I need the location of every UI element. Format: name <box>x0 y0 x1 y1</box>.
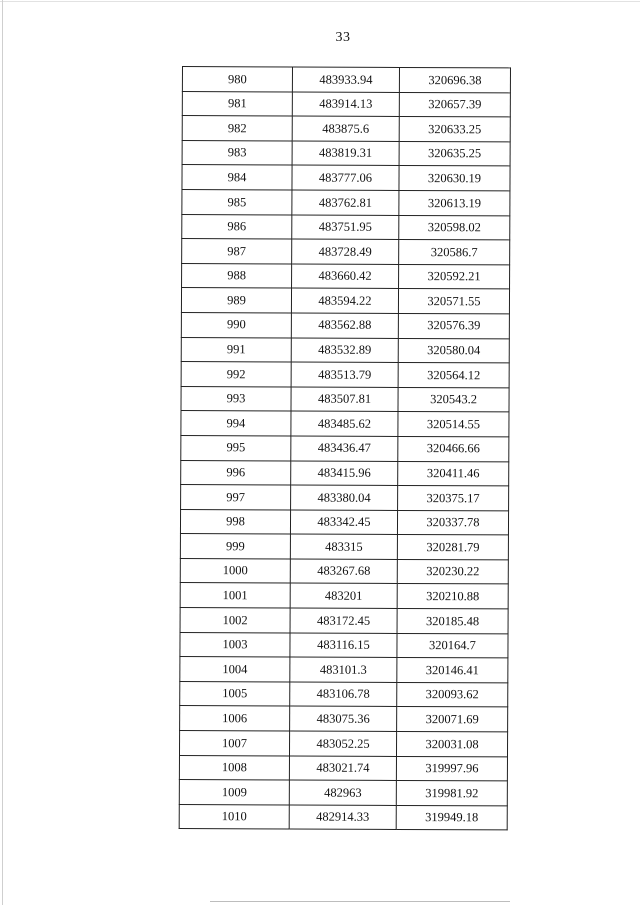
x-coordinate-cell: 483594.22 <box>291 288 398 313</box>
point-number-cell: 982 <box>182 116 292 141</box>
page-number: 33 <box>335 30 351 45</box>
table-row <box>182 91 510 117</box>
x-coordinate-cell: 483485.62 <box>291 411 398 436</box>
y-coordinate-cell: 320598.02 <box>399 215 510 240</box>
table-row <box>181 411 509 437</box>
point-number-cell: 1007 <box>179 731 289 756</box>
x-coordinate-cell: 483342.45 <box>290 510 397 535</box>
table-row <box>182 189 510 215</box>
point-number-cell: 996 <box>181 460 291 485</box>
coordinates-table <box>179 66 511 831</box>
point-number-cell: 988 <box>182 263 292 288</box>
point-number-cell: 986 <box>182 214 292 239</box>
table-row <box>180 534 508 560</box>
y-coordinate-cell: 320543.2 <box>398 387 509 412</box>
table-row <box>182 214 510 240</box>
table-row <box>181 288 509 314</box>
point-number-cell: 989 <box>181 288 291 313</box>
table-row <box>182 116 510 142</box>
x-coordinate-cell: 483819.31 <box>292 141 399 166</box>
y-coordinate-cell: 320657.39 <box>399 92 510 117</box>
point-number-cell: 1000 <box>180 558 290 583</box>
point-number-cell: 994 <box>181 411 291 436</box>
x-coordinate-cell: 483562.88 <box>291 313 398 338</box>
x-coordinate-cell: 483777.06 <box>292 165 399 190</box>
y-coordinate-cell: 320514.55 <box>398 412 509 437</box>
y-coordinate-cell: 320071.69 <box>397 707 508 732</box>
point-number-cell: 981 <box>182 91 292 116</box>
point-number-cell: 985 <box>182 189 292 214</box>
y-coordinate-cell: 320580.04 <box>398 338 509 363</box>
y-coordinate-cell: 320210.88 <box>397 584 508 609</box>
x-coordinate-cell: 483415.96 <box>291 460 398 485</box>
table-row <box>181 386 509 412</box>
table-row <box>181 485 509 511</box>
scan-edge-top <box>0 1 640 2</box>
y-coordinate-cell: 320146.41 <box>397 658 508 683</box>
x-coordinate-cell: 483172.45 <box>290 608 397 633</box>
x-coordinate-cell: 483116.15 <box>290 633 397 658</box>
y-coordinate-cell: 319949.18 <box>396 805 507 830</box>
y-coordinate-cell: 320613.19 <box>399 190 510 215</box>
x-coordinate-cell: 482914.33 <box>289 805 396 830</box>
point-number-cell: 998 <box>180 509 290 534</box>
table-row <box>182 67 510 93</box>
y-coordinate-cell: 319997.96 <box>396 756 507 781</box>
x-coordinate-cell: 483267.68 <box>290 559 397 584</box>
point-number-cell: 1004 <box>180 657 290 682</box>
coordinates-table-body <box>179 67 510 831</box>
table-row <box>182 263 510 289</box>
x-coordinate-cell: 483751.95 <box>292 215 399 240</box>
table-row <box>180 558 508 584</box>
point-number-cell: 999 <box>180 534 290 559</box>
table-row <box>180 706 508 732</box>
y-coordinate-cell: 320411.46 <box>398 461 509 486</box>
table-row <box>179 731 507 757</box>
table-row <box>180 509 508 535</box>
scan-edge-left <box>2 0 3 905</box>
scan-edge-bottom <box>210 901 510 902</box>
table-row <box>181 435 509 461</box>
x-coordinate-cell: 483021.74 <box>289 756 396 781</box>
y-coordinate-cell: 320571.55 <box>398 289 509 314</box>
point-number-cell: 980 <box>182 67 292 92</box>
point-number-cell: 991 <box>181 337 291 362</box>
table-row <box>182 140 510 166</box>
x-coordinate-cell: 483075.36 <box>290 706 397 731</box>
point-number-cell: 1009 <box>179 780 289 805</box>
y-coordinate-cell: 320093.62 <box>397 682 508 707</box>
point-number-cell: 990 <box>181 312 291 337</box>
table-row <box>181 460 509 486</box>
table-row <box>182 165 510 191</box>
table-row <box>180 657 508 683</box>
y-coordinate-cell: 320586.7 <box>399 240 510 265</box>
point-number-cell: 1002 <box>180 608 290 633</box>
table-row <box>179 780 507 806</box>
table-row <box>181 362 509 388</box>
y-coordinate-cell: 320375.17 <box>398 486 509 511</box>
y-coordinate-cell: 320576.39 <box>398 313 509 338</box>
y-coordinate-cell: 320031.08 <box>396 731 507 756</box>
point-number-cell: 984 <box>182 165 292 190</box>
table-row <box>180 681 508 707</box>
table-row <box>180 583 508 609</box>
x-coordinate-cell: 483315 <box>290 534 397 559</box>
table-row <box>180 608 508 634</box>
x-coordinate-cell: 483513.79 <box>291 362 398 387</box>
table-row <box>181 312 509 338</box>
x-coordinate-cell: 483933.94 <box>292 67 399 92</box>
x-coordinate-cell: 483660.42 <box>292 264 399 289</box>
y-coordinate-cell: 320696.38 <box>399 67 510 92</box>
point-number-cell: 1008 <box>179 755 289 780</box>
point-number-cell: 997 <box>181 485 291 510</box>
point-number-cell: 1006 <box>180 706 290 731</box>
x-coordinate-cell: 483762.81 <box>292 190 399 215</box>
point-number-cell: 983 <box>182 140 292 165</box>
x-coordinate-cell: 483914.13 <box>292 92 399 117</box>
x-coordinate-cell: 483436.47 <box>291 436 398 461</box>
table-row <box>179 804 507 830</box>
y-coordinate-cell: 320164.7 <box>397 633 508 658</box>
x-coordinate-cell: 483380.04 <box>291 485 398 510</box>
point-number-cell: 1003 <box>180 632 290 657</box>
x-coordinate-cell: 482963 <box>289 780 396 805</box>
table-row <box>180 632 508 658</box>
table-row <box>179 755 507 781</box>
y-coordinate-cell: 320230.22 <box>397 559 508 584</box>
point-number-cell: 1010 <box>179 804 289 829</box>
y-coordinate-cell: 320281.79 <box>397 535 508 560</box>
x-coordinate-cell: 483875.6 <box>292 116 399 141</box>
y-coordinate-cell: 320633.25 <box>399 117 510 142</box>
y-coordinate-cell: 320185.48 <box>397 609 508 634</box>
table-row <box>182 239 510 265</box>
point-number-cell: 1005 <box>180 681 290 706</box>
x-coordinate-cell: 483052.25 <box>289 731 396 756</box>
table-row <box>181 337 509 363</box>
y-coordinate-cell: 320635.25 <box>399 141 510 166</box>
x-coordinate-cell: 483106.78 <box>290 682 397 707</box>
y-coordinate-cell: 320592.21 <box>399 264 510 289</box>
y-coordinate-cell: 320630.19 <box>399 166 510 191</box>
x-coordinate-cell: 483728.49 <box>292 239 399 264</box>
point-number-cell: 992 <box>181 362 291 387</box>
y-coordinate-cell: 320337.78 <box>397 510 508 535</box>
point-number-cell: 995 <box>181 435 291 460</box>
x-coordinate-cell: 483507.81 <box>291 387 398 412</box>
y-coordinate-cell: 319981.92 <box>396 781 507 806</box>
y-coordinate-cell: 320564.12 <box>398 363 509 388</box>
x-coordinate-cell: 483201 <box>290 583 397 608</box>
y-coordinate-cell: 320466.66 <box>398 436 509 461</box>
point-number-cell: 987 <box>182 239 292 264</box>
point-number-cell: 1001 <box>180 583 290 608</box>
x-coordinate-cell: 483101.3 <box>290 657 397 682</box>
x-coordinate-cell: 483532.89 <box>291 338 398 363</box>
point-number-cell: 993 <box>181 386 291 411</box>
